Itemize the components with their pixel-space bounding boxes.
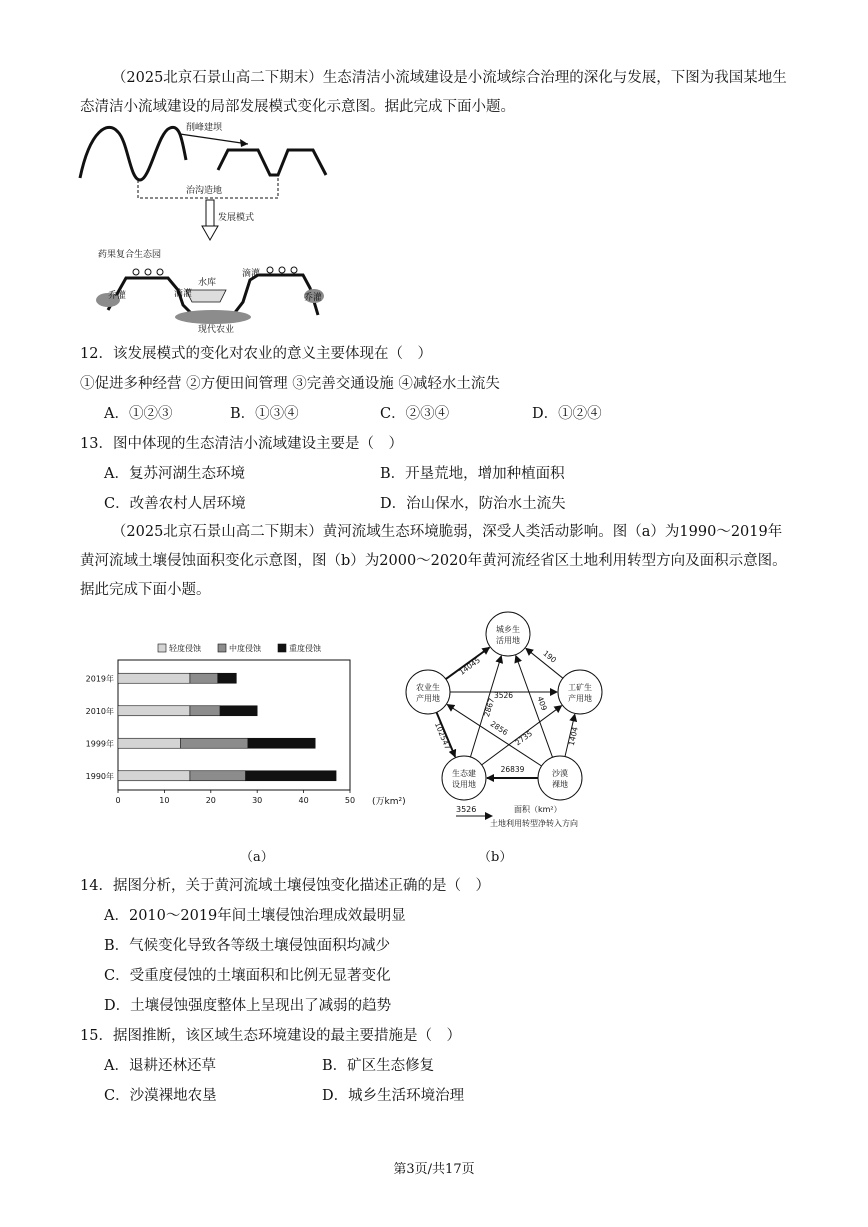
x-tick-label: 10 xyxy=(159,796,170,805)
node-label: 工矿生 xyxy=(568,683,592,692)
node-eco xyxy=(442,756,486,800)
q14-option-c[interactable]: C．受重度侵蚀的土壤面积和比例无显著变化 xyxy=(104,968,391,984)
category-label: 1990年 xyxy=(85,771,114,781)
node-urban xyxy=(486,612,530,656)
x-tick-label: 20 xyxy=(205,796,216,805)
intro-paragraph-2: （2025北京石景山高二下期末）黄河流域生态环境脆弱，深受人类活动影响。图（a）为1990～2019年黄河流域土壤侵蚀面积变化示意图，图（b）为2000～2020年黄河流经省区土地利用转型方向及面积示意图。据此完成下面小题。 xyxy=(80,524,787,598)
bar-segment xyxy=(220,706,257,716)
q15-option-d[interactable]: D．城乡生活环境治理 xyxy=(322,1088,465,1104)
legend-swatch-1 xyxy=(218,644,226,652)
node-agri xyxy=(406,670,450,714)
q12-option-d[interactable]: D．①②④ xyxy=(532,406,602,422)
q12-items: ①促进多种经营 ②方便田间管理 ③完善交通设施 ④减轻水土流失 xyxy=(80,376,500,392)
node-label: 活用地 xyxy=(496,636,520,645)
bar-segment xyxy=(118,706,190,716)
node-label: 沙漠 xyxy=(552,769,568,778)
q13-option-a[interactable]: A．复苏河湖生态环境 xyxy=(104,466,245,482)
legend-swatch-2 xyxy=(278,644,286,652)
x-tick-label: 30 xyxy=(252,796,263,805)
caption-a: （a） xyxy=(240,850,274,865)
x-tick-label: 0 xyxy=(115,796,121,805)
q13-stem: 13．图中体现的生态清洁小流域建设主要是（ ） xyxy=(80,436,403,452)
q13-option-d[interactable]: D．治山保水，防治水土流失 xyxy=(380,496,566,512)
flow-value: 3526 xyxy=(493,691,514,700)
intro-paragraph-1: （2025北京石景山高二下期末）生态清洁小流域建设是小流域综合治理的深化与发展，下图为我国某地生态清洁小流域建设的局部发展模式变化示意图。据此完成下面小题。 xyxy=(80,70,787,115)
node-label: 生态建 xyxy=(452,769,476,778)
node-label: 产用地 xyxy=(568,694,592,703)
land-use-flow-diagram xyxy=(400,606,625,838)
q12-option-a[interactable]: A．①②③ xyxy=(104,406,173,422)
q14-option-d[interactable]: D．土壤侵蚀强度整体上呈现出了减弱的趋势 xyxy=(104,998,392,1014)
q14-option-a[interactable]: A．2010～2019年间土壤侵蚀治理成效最明显 xyxy=(104,908,406,924)
q15-option-b[interactable]: B．矿区生态修复 xyxy=(322,1058,435,1074)
fig1-label-shrub-left: 乔灌 xyxy=(108,291,127,301)
category-label: 2019年 xyxy=(85,674,114,684)
caption-b: （b） xyxy=(478,850,513,865)
bar-segment xyxy=(218,673,237,683)
q13-option-c[interactable]: C．改善农村人居环境 xyxy=(104,496,246,512)
q12-stem: 12．该发展模式的变化对农业的意义主要体现在（ ） xyxy=(80,346,432,362)
legend-label-1: 中度侵蚀 xyxy=(229,644,261,653)
legend-swatch-0 xyxy=(158,644,166,652)
fig1-label-top-arrow: 削峰建坝 xyxy=(186,123,223,133)
q13-option-b[interactable]: B．开垦荒地，增加种植面积 xyxy=(380,466,565,482)
fig1-label-shrub-mid: 滴灌 xyxy=(174,289,193,299)
q14-stem: 14．据图分析，关于黄河流域土壤侵蚀变化描述正确的是（ ） xyxy=(80,878,490,894)
q15-stem: 15．据图推断，该区域生态环境建设的最主要措施是（ ） xyxy=(80,1028,461,1044)
legend-description: 土地利用转型净转入方向 xyxy=(490,819,578,828)
flow-value: 14045 xyxy=(457,655,482,677)
fig1-label-modern-ag: 现代农业 xyxy=(198,325,235,335)
fig1-label-drip-right: 滴灌 xyxy=(242,269,261,279)
bar-segment xyxy=(248,738,315,748)
bar-segment xyxy=(118,673,190,683)
category-label: 1999年 xyxy=(85,739,114,749)
node-desert xyxy=(538,756,582,800)
bar-segment xyxy=(118,738,181,748)
legend-label-2: 重度侵蚀 xyxy=(289,644,321,653)
node-ind xyxy=(558,670,602,714)
fig1-label-shrub-right: 乔灌 xyxy=(304,293,323,303)
flow-value: 26839 xyxy=(500,765,525,774)
q14-option-b[interactable]: B．气候变化导致各等级土壤侵蚀面积均减少 xyxy=(104,938,391,954)
bar-segment xyxy=(246,771,336,781)
x-tick-label: 40 xyxy=(298,796,309,805)
page-footer: 第3页/共17页 xyxy=(393,1162,475,1177)
flow-value: 409 xyxy=(535,695,549,712)
flow-value: 2735 xyxy=(513,728,535,748)
q12-option-c[interactable]: C．②③④ xyxy=(380,406,450,422)
bar-segment xyxy=(181,738,248,748)
q15-option-c[interactable]: C．沙漠裸地农垦 xyxy=(104,1088,217,1104)
legend-value: 3526 xyxy=(456,805,477,814)
bar-segment xyxy=(190,673,218,683)
node-label: 农业生 xyxy=(416,683,440,692)
bar-segment xyxy=(118,771,190,781)
q12-option-b[interactable]: B．①③④ xyxy=(230,406,299,422)
x-tick-label: 50 xyxy=(344,796,356,805)
fig1-label-reservoir: 水库 xyxy=(198,278,217,288)
node-label: 裸地 xyxy=(552,780,568,789)
q15-option-a[interactable]: A．退耕还林还草 xyxy=(104,1058,216,1074)
terrain-diagram xyxy=(78,120,338,335)
erosion-bar-chart xyxy=(80,636,410,811)
node-label: 设用地 xyxy=(452,780,476,789)
flow-value: 102547 xyxy=(432,720,453,751)
fig1-label-box: 治沟造地 xyxy=(186,186,223,196)
flow-value: 2867 xyxy=(482,697,497,718)
fig1-label-orchard: 药果复合生态园 xyxy=(98,250,162,260)
node-label: 产用地 xyxy=(416,694,440,703)
bar-segment xyxy=(190,771,246,781)
flow-value: 2856 xyxy=(488,719,510,738)
legend-label-0: 轻度侵蚀 xyxy=(169,644,201,653)
flow-value: 190 xyxy=(541,648,559,665)
node-label: 城乡生 xyxy=(496,625,520,634)
category-label: 2010年 xyxy=(85,706,114,716)
flow-value: 1404 xyxy=(566,725,580,747)
fig1-label-mode: 发展模式 xyxy=(218,213,255,223)
legend-area-unit: 面积（km²） xyxy=(514,805,562,814)
bar-segment xyxy=(190,706,220,716)
x-axis-unit: (万km²) xyxy=(372,797,406,807)
